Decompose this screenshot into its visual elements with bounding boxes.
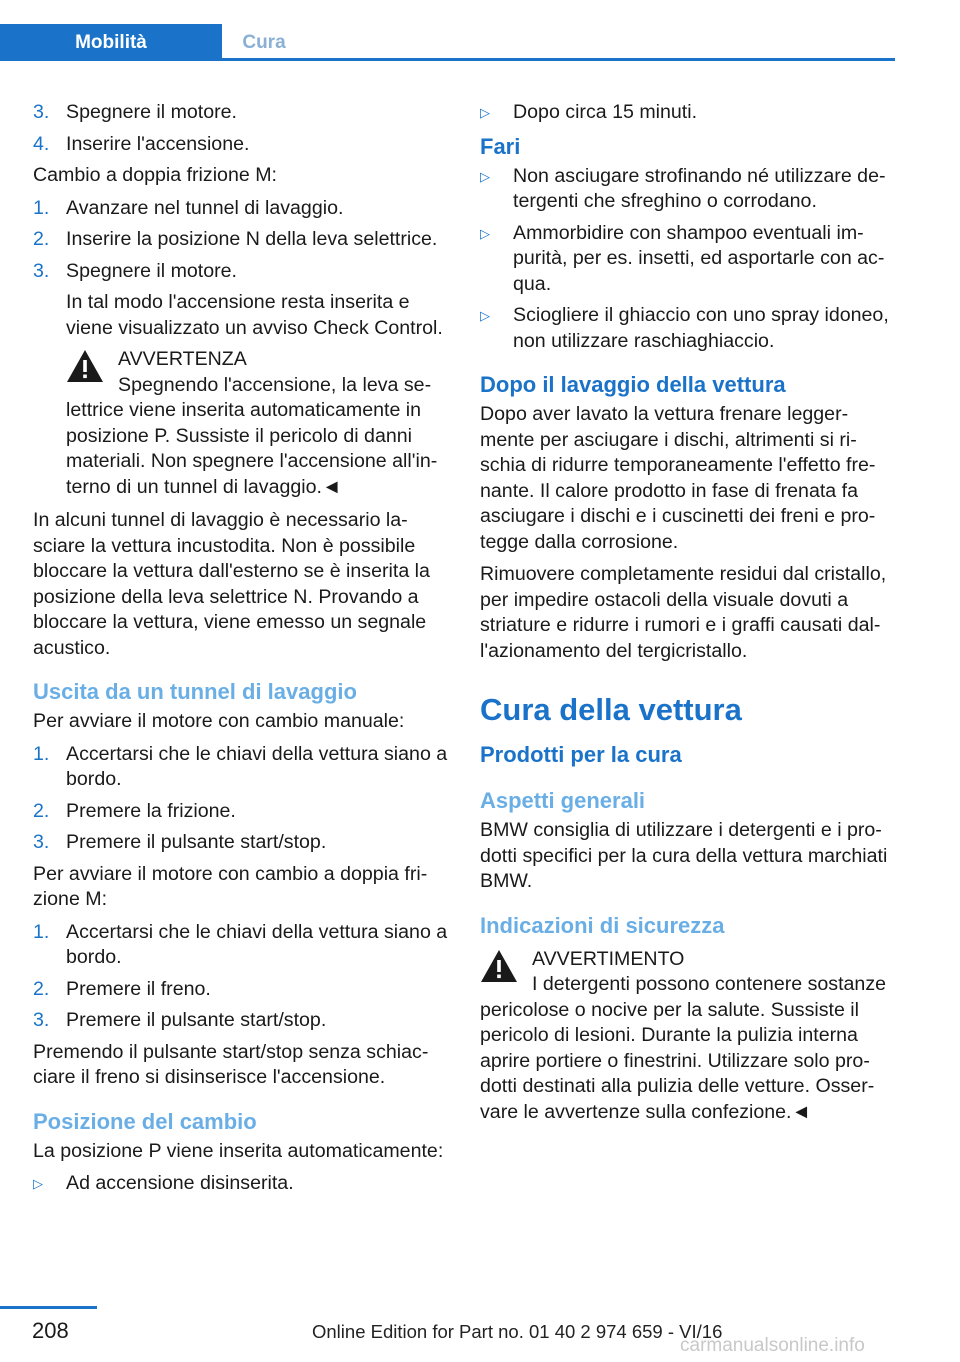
heading-prodotti: Prodotti per la cura bbox=[480, 742, 682, 767]
list-item bbox=[33, 920, 451, 971]
step-number: 2. bbox=[33, 799, 50, 822]
bullet-triangle-icon: ▷ bbox=[480, 168, 490, 184]
footer-rule bbox=[0, 1306, 97, 1309]
list-item bbox=[480, 303, 900, 354]
paragraph-doppia: Per avviare il motore con cambio a doppia fri-zione M: bbox=[33, 862, 428, 910]
tab-mobilita[interactable]: Mobilità bbox=[0, 24, 222, 61]
warning-text-rest: lettrice viene inserita automaticamente in posizione P. Sussiste il pericolo di danni materiali. Non spegnere l'accensione all'in-terno di un tunnel di lavaggio.◄ bbox=[66, 399, 438, 498]
list-item bbox=[33, 259, 451, 342]
step-text: Spegnere il motore. bbox=[66, 101, 237, 123]
step-text: Premere il pulsante start/stop. bbox=[66, 1009, 327, 1031]
watermark: carmanualsonline.info bbox=[680, 1335, 865, 1356]
footer-edition: Online Edition for Part no. 01 40 2 974 659 - VI/16 bbox=[312, 1321, 723, 1342]
page-number: 208 bbox=[32, 1318, 69, 1343]
heading-fari: Fari bbox=[480, 133, 521, 159]
step-number: 2. bbox=[33, 228, 50, 250]
heading-cura-vettura: Cura della vettura bbox=[480, 692, 742, 727]
warning-text-rest: pericolose o nocive per la salute. Sussiste il pericolo di lesioni. Durante la pulizia interna aprire portiere o finestrini. Utilizzare solo pro-dotti destinati alla pulizia delle vetture. Osser-vare le avvertenze sulla confezione.◄ bbox=[480, 998, 875, 1123]
list-item bbox=[33, 830, 451, 856]
tab-bar-rule bbox=[0, 58, 895, 61]
step-text: Inserire la posizione N della leva selettrice. bbox=[66, 228, 438, 250]
step-text: Accertarsi che le chiavi della vettura siano a bordo. bbox=[66, 742, 448, 790]
chapter-tab-bar bbox=[0, 24, 895, 61]
bullet-triangle-icon: ▷ bbox=[480, 105, 490, 120]
bullet-triangle-icon: ▷ bbox=[480, 225, 490, 241]
paragraph-posizione: La posizione P viene inserita automaticamente: bbox=[33, 1139, 444, 1162]
step-text: Premere la frizione. bbox=[66, 799, 236, 822]
step-number: 3. bbox=[33, 1009, 50, 1031]
heading-sicurezza: Indicazioni di sicurezza bbox=[480, 912, 725, 938]
step-number: 3. bbox=[33, 831, 50, 853]
warning-title: AVVERTIMENTO bbox=[532, 947, 685, 970]
step-number: 2. bbox=[33, 977, 50, 1000]
steps-list-1 bbox=[33, 100, 451, 157]
step-text: Accertarsi che le chiavi della vettura siano a bordo. bbox=[66, 920, 448, 968]
list-item bbox=[33, 132, 451, 158]
tab-cura[interactable]: Cura bbox=[242, 32, 286, 53]
warning-text bbox=[480, 972, 900, 1125]
steps-list-4 bbox=[33, 920, 451, 1034]
list-item bbox=[33, 1171, 451, 1197]
step-number: 1. bbox=[33, 196, 50, 219]
paragraph-cambio: Cambio a doppia frizione M: bbox=[33, 164, 277, 186]
step-number: 3. bbox=[33, 259, 50, 282]
list-item bbox=[480, 100, 900, 126]
heading-posizione: Posizione del cambio bbox=[33, 1108, 257, 1134]
list-item bbox=[33, 196, 451, 222]
warning-title: AVVERTENZA bbox=[118, 348, 247, 370]
list-item bbox=[33, 742, 451, 793]
bullet-text: Dopo circa 15 minuti. bbox=[513, 101, 698, 123]
step-number: 3. bbox=[33, 101, 50, 123]
warning-text-first: Spegnendo l'accensione, la leva se- bbox=[118, 373, 432, 396]
step-number: 1. bbox=[33, 920, 50, 943]
steps-list-3 bbox=[33, 742, 451, 856]
paragraph-dopo-2: Rimuovere completamente residui dal cristallo, per impedire ostacoli della visuale dovuti a striature e ridurre i rumori e i graffi causati dal-l'azionamento del tergicristallo. bbox=[480, 563, 887, 662]
bullet-list-fari bbox=[480, 164, 900, 355]
list-item bbox=[33, 799, 451, 825]
warning-icon bbox=[66, 349, 104, 383]
step-number: 1. bbox=[33, 742, 50, 765]
list-item bbox=[33, 977, 451, 1003]
step-subtext: In tal modo l'accensione resta inserita e viene visualizzato un avviso Check Control. bbox=[66, 291, 443, 339]
step-text: Premere il pulsante start/stop. bbox=[66, 831, 327, 853]
warning-text bbox=[66, 373, 451, 501]
heading-uscita: Uscita da un tunnel di lavaggio bbox=[33, 679, 357, 704]
list-item bbox=[33, 227, 451, 253]
list-item bbox=[480, 164, 900, 215]
right-column bbox=[480, 100, 900, 1133]
bullet-list-1 bbox=[33, 1171, 451, 1197]
warning-box bbox=[480, 947, 900, 1126]
bullet-text: Sciogliere il ghiaccio con uno spray idoneo, non utilizzare raschiaghiaccio. bbox=[513, 304, 889, 352]
steps-list-2 bbox=[33, 196, 451, 342]
heading-aspetti: Aspetti generali bbox=[480, 788, 646, 813]
heading-dopo-lavaggio: Dopo il lavaggio della vettura bbox=[480, 372, 786, 397]
bullet-text: Ammorbidire con shampoo eventuali im-purità, per es. insetti, ed asportarle con ac-qua. bbox=[513, 221, 885, 295]
paragraph-dopo-1: Dopo aver lavato la vettura frenare legger-mente per asciugare i dischi, altrimenti si ri-schia di ridurre temporaneamente l'effetto fre-nante. Il calore prodotto in fase di frenata fa asciugare i dischi e i cuscinetti dei freni e pro-tegge dalla corrosione. bbox=[480, 403, 876, 553]
step-number: 4. bbox=[33, 132, 50, 155]
left-column bbox=[33, 100, 451, 1203]
bullet-triangle-icon: ▷ bbox=[480, 308, 490, 323]
warning-text-first: I detergenti possono contenere sostanze bbox=[532, 973, 887, 995]
step-text: Premere il freno. bbox=[66, 977, 211, 1000]
list-item bbox=[480, 221, 900, 298]
step-text: Inserire l'accensione. bbox=[66, 132, 250, 155]
step-text: Avanzare nel tunnel di lavaggio. bbox=[66, 196, 344, 219]
list-item bbox=[33, 100, 451, 126]
step-text: Spegnere il motore. bbox=[66, 259, 237, 282]
paragraph-alcuni: In alcuni tunnel di lavaggio è necessario la-sciare la vettura incustodita. Non è possibile bloccare la vettura dall'esterno se è inserita la posizione della leva selettrice N. Provando a bloccare la vettura, viene emesso un segnale acustico. bbox=[33, 509, 430, 659]
warning-icon bbox=[480, 949, 518, 983]
bullet-text: Ad accensione disinserita. bbox=[66, 1172, 294, 1194]
paragraph-manuale: Per avviare il motore con cambio manuale: bbox=[33, 710, 405, 732]
list-item bbox=[33, 1008, 451, 1034]
bullet-triangle-icon: ▷ bbox=[33, 1176, 43, 1191]
warning-box bbox=[66, 347, 451, 500]
bullet-text: Non asciugare strofinando né utilizzare de-tergenti che sfreghino o corrodano. bbox=[513, 164, 886, 212]
bullet-list-0 bbox=[480, 100, 900, 126]
paragraph-bmw: BMW consiglia di utilizzare i detergenti e i pro-dotti specifici per la cura della vettura marchiati BMW. bbox=[480, 819, 888, 892]
paragraph-premendo: Premendo il pulsante start/stop senza schiac-ciare il freno si disinserisce l'accensione. bbox=[33, 1040, 429, 1088]
